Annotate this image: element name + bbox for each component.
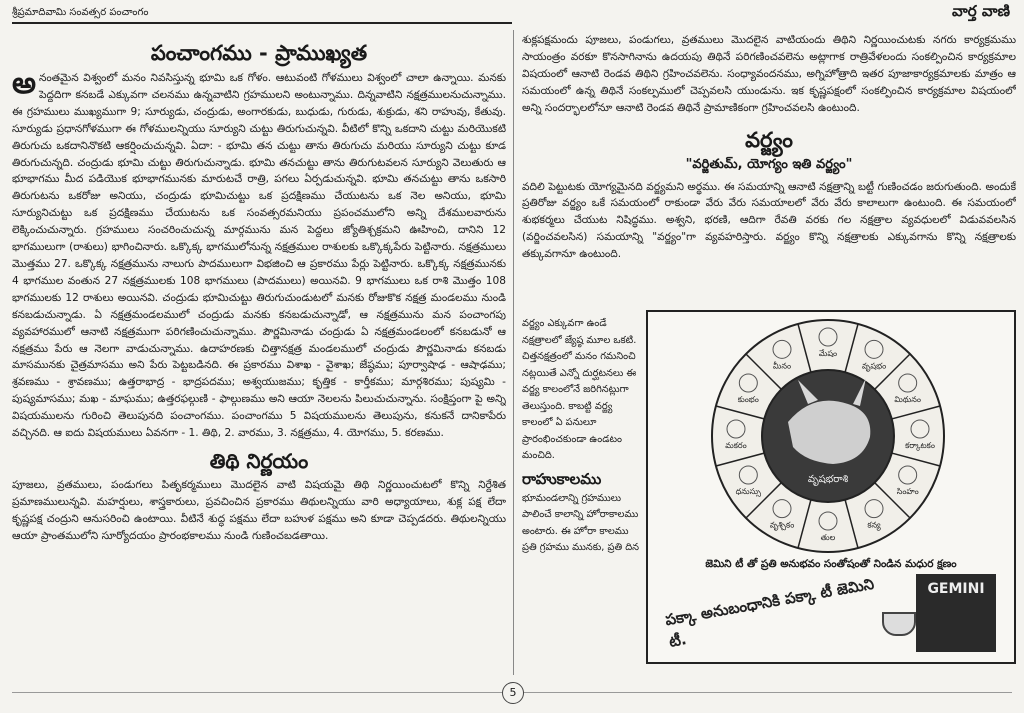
zodiac-wheel-illustration	[648, 312, 1010, 557]
shukla-paragraph: శుక్లపక్షమందు పూజలు, పండుగలు, వ్రతములు మొదలైన వాటియందు తిథిని నిర్ణయించుటకు నగరు కార్యక్రమము సాయంత్రం వరకూ కొనసాగినాను ఉదయపు తిథినే పరిగణించవలెను అట్లాగాక రాత్రివేళలందు సంకల్పించిన కార్యక్రమాల విషయంలో ఆనాటి రెండవ తిథిని గ్రహించవలెను. సంధ్యావందనము, అగ్నిహోత్రాది ఇతర పూజాకార్యక్రమాలకు మాత్రం ఆ సమయంలో ఉన్న తిథినే సంకల్పములో చెప్పవలసి యుండును. ఇక కృష్ణపక్షంలో సంకల్పించిన కార్యక్రమాల విషయంలో అన్ని సందర్భాలలోనూ ఆనాటి రెండవ తిథినే ప్రామాణికంగా గ్రహించవలసి ఉంటుంది.	[522, 34, 1016, 114]
right-column	[522, 32, 1016, 682]
zodiac-sign-label: కుంభం	[737, 395, 759, 404]
column-divider	[513, 30, 514, 675]
zodiac-sign-label: మకరం	[725, 441, 747, 450]
narrow-text-column	[522, 316, 642, 557]
panchangam-paragraph	[12, 66, 506, 442]
section-title-rahukalam: రాహుకాలము	[522, 469, 602, 488]
zodiac-sign-label: తుల	[820, 533, 836, 542]
zodiac-sign-label: కన్య	[867, 520, 881, 530]
zodiac-sign-label: ధనుస్సు	[735, 487, 761, 496]
center-sign-label: వృషభరాశి	[807, 474, 849, 485]
rahukalam-paragraph: భూమండలాన్ని గ్రహములు పాలించే కాలాన్ని హోరాకాలము అంటారు. ఈ హోరా కాలము ప్రతి గ్రహము మునకు, ప్రతి దిన	[522, 492, 640, 553]
section-title-varjyam: వర్జ్యం	[745, 127, 793, 152]
left-column	[12, 32, 506, 545]
page-number: 5	[502, 682, 524, 704]
varjyam-narrow-paragraph: వర్జ్యం ఎక్కువగా ఉండే నక్షత్రాలలో జ్యేష్ఠ మూల ఒకటి. చిత్తనక్షత్రంలో మనం గమనించి నట్లయితే ఎన్నో దుర్ఘటనలు ఈ వర్జ్య కాలంలోనే జరిగినట్లుగా తెలుస్తుంది. కాబట్టి వర్జ్య కాలంలో ఏ పనులూ ప్రారంభించకుండా ఉండటం మంచిది.	[522, 318, 637, 461]
zodiac-sign-label: కర్కాటకం	[905, 441, 935, 450]
zodiac-sign-label: మిథునం	[894, 395, 921, 404]
tea-cup-icon	[882, 612, 916, 636]
varjyam-paragraph: వదిలి పెట్టుటకు యోగ్యమైనది వర్జ్యమని అర్థము. ఈ సమయాన్ని ఆనాటి నక్షత్రాన్ని బట్టీ గుణించడం జరుగుతుంది. అందుకే ప్రతిరోజు వర్జ్యం ఒకే సమయంలో రాకుండా వేరు వేరు సమయాలలో వేరు వేరు కాలాలుగా ఉంటుంది. ఈ సమయంలో శుభకర్మలు చేయుట నిషిద్ధము. అశ్వని, భరణి, ఆదిగా రేవతి వరకు గల నక్షత్రాల వ్యవధులలో విడువవలసిన (వర్జించవలసిన) సమయాన్ని "వర్జ్యం"గా వ్యవహరిస్తారు. వర్జ్యం కొన్ని నక్షత్రాలకు ఎక్కువగాను కొన్ని నక్షత్రాలకు తక్కువగానూ ఉంటుంది.	[522, 180, 1016, 261]
ad-tagline: జెమిని టీ తో ప్రతి అనుభవం సంతోషంతో నిండిన మధుర క్షణం	[705, 558, 957, 570]
section-title-tithi: తిథి నిర్ణయం	[209, 448, 309, 473]
zodiac-sign-label: వృషభం	[861, 361, 887, 371]
tea-box-icon	[916, 574, 996, 652]
drop-cap: అ	[12, 66, 36, 101]
ad-brand: GEMINI	[927, 581, 985, 597]
zodiac-sign-label: మేషం	[818, 349, 838, 358]
header-logo: వార్త వాణి	[952, 2, 1010, 20]
ad-slogan: పక్కా అనుబంధానికి పక్కా టీ జెమిని టీ.	[663, 574, 876, 651]
header-rule	[12, 22, 512, 24]
zodiac-sign-label: మీనం	[772, 361, 792, 371]
varjyam-subtitle: "వర్జితుమ్, యోగ్యం ఇతి వర్జ్యం"	[685, 156, 853, 172]
header-publication-title: శ్రీప్రమాదివామి సంవత్సర పంచాంగం	[12, 7, 149, 18]
zodiac-sign-label: సింహం	[896, 487, 919, 496]
section-title-panchangam: పంచాంగము - ప్రాముఖ్యత	[150, 41, 368, 65]
zodiac-sign-label: వృశ్చికం	[769, 520, 795, 530]
gemini-tea-advertisement	[646, 310, 1016, 664]
tithi-paragraph: పూజలు, వ్రతములు, పండుగలు పితృకర్మములు మొదలైన వాటి విషయమై తిథి నిర్ణయించుటలో కొన్ని నిర్దేశిత ప్రమాణములున్నవి. మహర్షులు, శాస్త్రకారులు, ప్రవచించిన ప్రకారము తిథులన్నియు వారి అధ్యాయాలు, శుక్ల పక్ష లేదా కృష్ణపక్ష చంద్రుని ఆనుసరించి ఉంటాయి. వీటినే శుద్ధ పక్షము లేదా బహుళ పక్షము అని కూడా చెప్పడదరు. తిథులన్నియు ఆయా ప్రాంతములోని సూర్యోదయం ప్రారంభకాలము నుండి గుణించబడతాయి.	[12, 478, 506, 542]
panchangam-text: నంతమైన విశ్వంలో మనం నివసిస్తున్న భూమి ఒక గోళం. ఆటువంటి గోళములు విశ్వంలో చాలా ఉన్నాయి. మనకు పెద్దదిగా కనబడే ఎక్కువగా చలనము ఉన్నవాటిని గ్రహములని అంటున్నాము. దిన్నవాటిని నక్షత్రములనుచున్నాము. ఈ గ్రహములు ముఖ్యముగా 9; సూర్యుడు, చంద్రుడు, అంగారకుడు, బుధుడు, గురుడు, శుక్రుడు, శని రాహువు, కేతువు. సూర్యుడు ప్రధానగోళముగా ఈ గోళములన్నియు సూర్యుని చుట్టు తిరుగుచున్నవి. వీటిలో కొన్ని ఒకదాని చుట్టు మరియొకటి తిరుగుచు ఒకదానినొకటి ఆకర్షించుచున్నవి. ఏదా: - భూమి తన చుట్టు తాను తిరుగుచు మరియు సూర్యుని చుట్టు కూడ తిరుగుచున్నది. చంద్రుడు భూమి చుట్టు తిరుగుచున్నాడు. భూమి తనచుట్టు తాను తిరుగుటవలన సూర్యుని వెలుతురు ఆ భూభాగము మీద పడియొక భూభాగమునకు మారుటచే రాత్రి, పగలు ఏర్పడుచున్నవి. భూమి తనచుట్టు తాను ఒకసారి తిరుగుటను ఒకరోజు అనియు, చంద్రుడు భూమిచుట్టు ఒక ప్రదక్షిణము చేయుటను ఒక నెల అనియు, భూమి సూర్యునిచుట్టు ఒక ప్రదక్షిణము చేయుటను ఒక సంవత్సరమనియు ప్రపంచములోని అన్ని దేశములవారును లెక్కించుచున్నారు. గ్రహములు సంచరించుచున్న మార్గమును మన పెద్దలు జ్యోతిశ్చక్రమని ఊహించి, దానిని 12 భాగములుగా (రాశులు) భాగించినారు. ఒక్కొక్క భాగములోనున్న నక్షత్రముల రాశులకు ఒక్కొక్కపేరు పెట్టినారు. నక్షత్రములు మొత్తము 27. ఒక్కొక్క నక్షత్రమును నాలుగు పాదములుగా విభజించి ఆ ప్రకారము పేర్లు పెట్టినారు. ఒక్కొక్క నక్షత్రమునకు 4 భాగముల వంతున 27 నక్షత్రములకు 108 భాగములు (పాదములు) అయినవి. 9 భాగములు ఒక రాశి మొత్తం 108 భాగములకు 12 రాశులు అయినవి. చంద్రుడు భూమిచుట్టు తిరుగుచుండుటలో మనకు రోజుకొక నక్షత్ర మండలము నుండి కనబడుచున్నాడు. ఏ నక్షత్రమండలములో చంద్రుడు మనకు కనబడుచున్నాడో, ఆ నక్షత్రమును మన పంచాంగపు వ్యవహారములో ఆనాటి నక్షత్రముగా పరిగణించుచున్నాము. పౌర్ణమినాడు చంద్రుడు ఏ నక్షత్రమండలంలో కనబడునో ఆ నక్షత్రము పేరు ఆ నెలగా వాడుచున్నాము. ఉదాహరణకు చిత్తానక్షత్ర మండలములో చంద్రుడు పౌర్ణమినాడు కనబడు మాసమునకు చైత్రమాసము అని పేరు పెట్టబడినది. ఈ ప్రకారము విశాఖ - వైశాఖ; జేష్ఠము; పూర్వాషాఢ - ఆషాఢము; శ్రవణము - శ్రావణము; ఉత్తరాభాద్ర - భాద్రపదము; అశ్వయుజము; కృత్తిక - కార్తీకము; మార్గశిరము; పుష్యమి - పుష్యమాసము; మఖ - మాఘము; ఉత్తరఫల్గుణి - ఫాల్గుణము అని ఆయా నెలలను పిలుచుచున్నాను. సంక్షిప్తంగా పై అన్ని విషయములను గురించి తెలుపునది పంచాంగము. పంచాంగము 5 విషయములను తెలుపును, కనుకనే దానికాపేరు వచ్చినది. ఆ ఐదు విషయములు ఏవనగా - 1. తిథి, 2. వారము, 3. నక్షత్రము, 4. యోగము, 5. కరణము.	[12, 72, 506, 440]
